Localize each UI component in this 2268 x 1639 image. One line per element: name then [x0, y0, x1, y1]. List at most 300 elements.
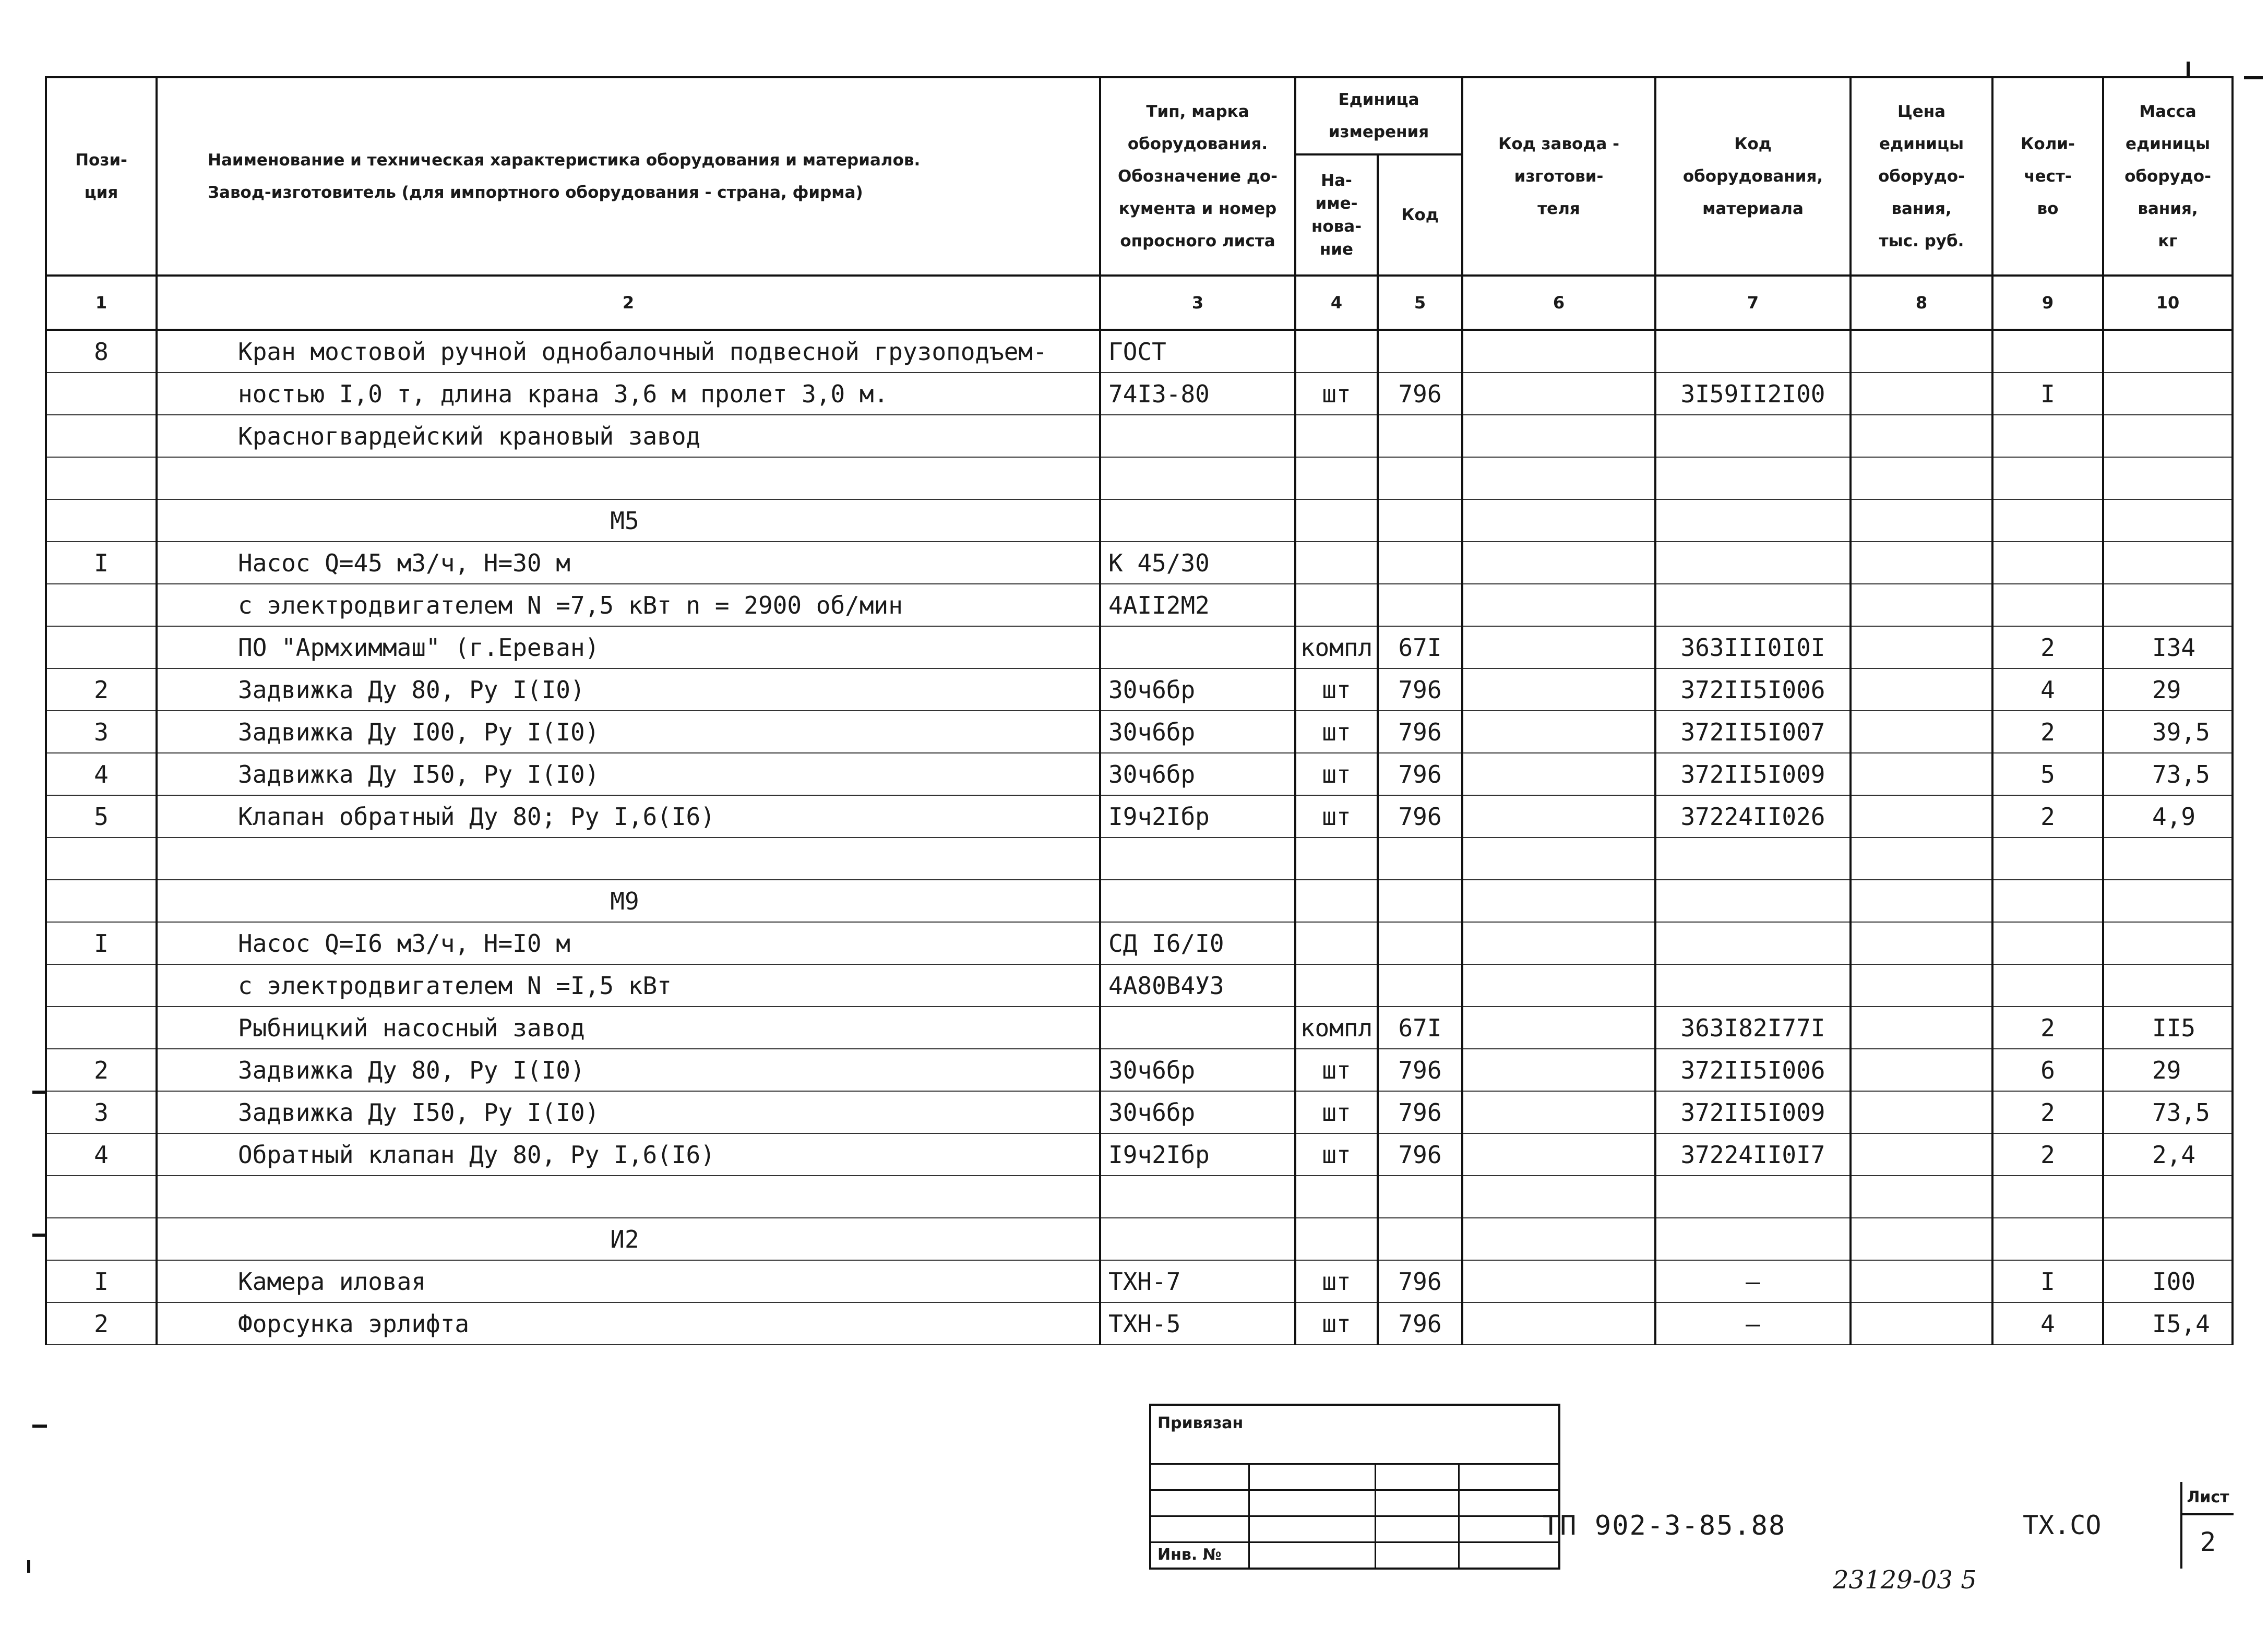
price-cell: [1851, 1133, 1992, 1176]
unit-name-cell: шт: [1295, 1133, 1378, 1176]
price-cell: [1851, 1218, 1992, 1260]
plant-code-cell: [1462, 415, 1655, 457]
price-cell: [1851, 753, 1992, 795]
plant-code-cell: [1462, 795, 1655, 838]
equipment-code-cell: –: [1655, 1260, 1851, 1302]
sheet-number: 2: [2200, 1527, 2216, 1557]
plant-code-cell: [1462, 457, 1655, 499]
position-cell: I: [46, 1260, 157, 1302]
table-row: [46, 880, 2233, 922]
quantity-cell: [1992, 964, 2103, 1007]
price-cell: [1851, 964, 1992, 1007]
type-cell: ГОСТ: [1100, 330, 1295, 373]
unit-code-cell: 796: [1378, 795, 1462, 838]
position-cell: [46, 626, 157, 668]
mass-cell: [2103, 373, 2233, 415]
equipment-code-cell: 372II5I009: [1655, 753, 1851, 795]
quantity-cell: [1992, 1176, 2103, 1218]
unit-code-cell: [1378, 584, 1462, 626]
plant-code-cell: [1462, 711, 1655, 753]
name-cell: [157, 1176, 1100, 1218]
unit-code-cell: 796: [1378, 1260, 1462, 1302]
equipment-code-cell: [1655, 838, 1851, 880]
position-cell: [46, 415, 157, 457]
unit-name-cell: [1295, 330, 1378, 373]
position-cell: I: [46, 922, 157, 964]
column-number: 1: [46, 276, 157, 330]
plant-code-cell: [1462, 373, 1655, 415]
sheet-number-box: [2180, 1482, 2234, 1569]
quantity-cell: 2: [1992, 1091, 2103, 1133]
quantity-cell: [1992, 584, 2103, 626]
unit-code-cell: 796: [1378, 711, 1462, 753]
type-cell: [1100, 1218, 1295, 1260]
position-cell: [46, 499, 157, 542]
quantity-cell: 5: [1992, 753, 2103, 795]
header-mass: Масса единицы оборудо- вания, кг: [2103, 77, 2233, 276]
unit-name-cell: шт: [1295, 668, 1378, 711]
column-number: 6: [1462, 276, 1655, 330]
price-cell: [1851, 373, 1992, 415]
column-number: 2: [157, 276, 1100, 330]
plant-code-cell: [1462, 838, 1655, 880]
inventory-label: Инв. №: [1157, 1546, 1222, 1564]
type-cell: 30ч6бр: [1100, 711, 1295, 753]
plant-code-cell: [1462, 1302, 1655, 1345]
type-cell: [1100, 1176, 1295, 1218]
mass-cell: [2103, 330, 2233, 373]
plant-code-cell: [1462, 1218, 1655, 1260]
unit-name-cell: шт: [1295, 1049, 1378, 1091]
unit-name-cell: [1295, 415, 1378, 457]
price-cell: [1851, 1091, 1992, 1133]
stamp-divider: [1375, 1463, 1376, 1568]
plant-code-cell: [1462, 1260, 1655, 1302]
quantity-cell: [1992, 457, 2103, 499]
mass-cell: I5,4: [2103, 1302, 2233, 1345]
name-cell: Обратный клапан Ду 80, Ру I,6(I6): [157, 1133, 1100, 1176]
quantity-cell: [1992, 1218, 2103, 1260]
unit-name-cell: шт: [1295, 753, 1378, 795]
plant-code-cell: [1462, 542, 1655, 584]
table-row: [46, 330, 2233, 373]
mass-cell: [2103, 1218, 2233, 1260]
price-cell: [1851, 330, 1992, 373]
column-number: 4: [1295, 276, 1378, 330]
position-cell: [46, 373, 157, 415]
equipment-code-cell: [1655, 1218, 1851, 1260]
quantity-cell: 2: [1992, 795, 2103, 838]
unit-name-cell: [1295, 964, 1378, 1007]
price-cell: [1851, 1049, 1992, 1091]
equipment-code-cell: 37224II026: [1655, 795, 1851, 838]
unit-code-cell: 67I: [1378, 626, 1462, 668]
name-cell: Камера иловая: [157, 1260, 1100, 1302]
mass-cell: [2103, 922, 2233, 964]
mass-cell: 2,4: [2103, 1133, 2233, 1176]
table-row: [46, 1007, 2233, 1049]
unit-code-cell: 796: [1378, 1091, 1462, 1133]
name-cell: Рыбницкий насосный завод: [157, 1007, 1100, 1049]
header-price: Цена единицы оборудо- вания, тыс. руб.: [1851, 77, 1992, 276]
plant-code-cell: [1462, 1176, 1655, 1218]
type-cell: [1100, 838, 1295, 880]
unit-name-cell: шт: [1295, 795, 1378, 838]
equipment-code-cell: [1655, 880, 1851, 922]
header-unit-name: На- име- нова- ние: [1295, 154, 1378, 276]
unit-code-cell: 796: [1378, 1049, 1462, 1091]
plant-code-cell: [1462, 499, 1655, 542]
position-cell: 3: [46, 1091, 157, 1133]
type-cell: I9ч2Iбр: [1100, 795, 1295, 838]
table-row: [46, 373, 2233, 415]
name-cell: Насос Q=45 м3/ч, Н=30 м: [157, 542, 1100, 584]
quantity-cell: 2: [1992, 711, 2103, 753]
price-cell: [1851, 668, 1992, 711]
equipment-code-cell: [1655, 415, 1851, 457]
equipment-code-cell: 372II5I009: [1655, 1091, 1851, 1133]
name-cell: с электродвигателем N =I,5 кВт: [157, 964, 1100, 1007]
plant-code-cell: [1462, 1007, 1655, 1049]
unit-name-cell: компл: [1295, 1007, 1378, 1049]
table-row: [46, 1091, 2233, 1133]
position-cell: 2: [46, 1049, 157, 1091]
stamp-rule: [1151, 1541, 1558, 1543]
unit-name-cell: компл: [1295, 626, 1378, 668]
unit-code-cell: [1378, 542, 1462, 584]
name-cell: ностью I,0 т, длина крана 3,6 м пролет 3,0 м.: [157, 373, 1100, 415]
mass-cell: [2103, 838, 2233, 880]
edge-tick: [2244, 76, 2263, 79]
name-cell: Насос Q=I6 м3/ч, Н=I0 м: [157, 922, 1100, 964]
equipment-code-cell: 372II5I007: [1655, 711, 1851, 753]
type-cell: [1100, 626, 1295, 668]
type-cell: [1100, 457, 1295, 499]
name-cell: Кран мостовой ручной однобалочный подвесной грузоподъем-: [157, 330, 1100, 373]
mass-cell: [2103, 880, 2233, 922]
header-position: Пози- ция: [46, 77, 157, 276]
position-cell: 2: [46, 1302, 157, 1345]
table-row: [46, 1049, 2233, 1091]
table-row: [46, 922, 2233, 964]
position-cell: I: [46, 542, 157, 584]
unit-code-cell: [1378, 499, 1462, 542]
equipment-code-cell: [1655, 330, 1851, 373]
equipment-code-cell: 37224II0I7: [1655, 1133, 1851, 1176]
equipment-code-cell: [1655, 964, 1851, 1007]
unit-code-cell: 796: [1378, 373, 1462, 415]
price-cell: [1851, 838, 1992, 880]
unit-name-cell: [1295, 457, 1378, 499]
price-cell: [1851, 1007, 1992, 1049]
price-cell: [1851, 499, 1992, 542]
plant-code-cell: [1462, 584, 1655, 626]
type-cell: ТХН-7: [1100, 1260, 1295, 1302]
mass-cell: I34: [2103, 626, 2233, 668]
section-heading: М9: [157, 880, 1100, 922]
unit-code-cell: [1378, 415, 1462, 457]
type-cell: 30ч6бр: [1100, 753, 1295, 795]
edge-tick: [32, 1091, 47, 1094]
quantity-cell: [1992, 922, 2103, 964]
plant-code-cell: [1462, 1049, 1655, 1091]
quantity-cell: 4: [1992, 1302, 2103, 1345]
price-cell: [1851, 1260, 1992, 1302]
position-cell: [46, 457, 157, 499]
unit-name-cell: [1295, 880, 1378, 922]
name-cell: Форсунка эрлифта: [157, 1302, 1100, 1345]
type-cell: 30ч6бр: [1100, 668, 1295, 711]
unit-code-cell: 67I: [1378, 1007, 1462, 1049]
stamp-rule: [1151, 1489, 1558, 1491]
mass-cell: II5: [2103, 1007, 2233, 1049]
plant-code-cell: [1462, 1133, 1655, 1176]
header-quantity: Коли- чест- во: [1992, 77, 2103, 276]
stamp-divider: [1458, 1463, 1460, 1568]
table-row: [46, 584, 2233, 626]
position-cell: [46, 1007, 157, 1049]
table-row: [46, 711, 2233, 753]
name-cell: [157, 838, 1100, 880]
section-heading: М5: [157, 499, 1100, 542]
price-cell: [1851, 457, 1992, 499]
table-row: [46, 1302, 2233, 1345]
type-cell: 30ч6бр: [1100, 1049, 1295, 1091]
position-cell: 8: [46, 330, 157, 373]
unit-code-cell: [1378, 457, 1462, 499]
edge-tick: [27, 1560, 30, 1573]
unit-code-cell: 796: [1378, 668, 1462, 711]
mass-cell: 4,9: [2103, 795, 2233, 838]
type-cell: 4АII2М2: [1100, 584, 1295, 626]
position-cell: 5: [46, 795, 157, 838]
table-row: [46, 1176, 2233, 1218]
header-unit-code: Код: [1378, 154, 1462, 276]
column-number-row: [46, 276, 2233, 330]
equipment-code-cell: [1655, 584, 1851, 626]
column-number: 7: [1655, 276, 1851, 330]
unit-code-cell: 796: [1378, 1133, 1462, 1176]
mass-cell: 29: [2103, 668, 2233, 711]
column-number: 8: [1851, 276, 1992, 330]
header-plant-code: Код завода - изготови- теля: [1462, 77, 1655, 276]
position-cell: 4: [46, 1133, 157, 1176]
header-equipment-code: Код оборудования, материала: [1655, 77, 1851, 276]
table-row: [46, 838, 2233, 880]
stamp-rule: [1151, 1515, 1558, 1517]
equipment-code-cell: [1655, 499, 1851, 542]
unit-name-cell: шт: [1295, 711, 1378, 753]
quantity-cell: 6: [1992, 1049, 2103, 1091]
specification-table: [45, 76, 2234, 1345]
column-number: 9: [1992, 276, 2103, 330]
equipment-code-cell: 363III0I0I: [1655, 626, 1851, 668]
mass-cell: [2103, 542, 2233, 584]
column-number: 10: [2103, 276, 2233, 330]
unit-code-cell: 796: [1378, 753, 1462, 795]
table-row: [46, 964, 2233, 1007]
table-row: [46, 668, 2233, 711]
price-cell: [1851, 795, 1992, 838]
type-cell: [1100, 880, 1295, 922]
inventory-number: 23129-03 5: [1833, 1565, 1977, 1595]
quantity-cell: [1992, 415, 2103, 457]
name-cell: [157, 457, 1100, 499]
type-cell: 74I3-80: [1100, 373, 1295, 415]
price-cell: [1851, 415, 1992, 457]
name-cell: Задвижка Ду 80, Ру I(I0): [157, 1049, 1100, 1091]
equipment-code-cell: [1655, 922, 1851, 964]
quantity-cell: [1992, 542, 2103, 584]
type-cell: [1100, 1007, 1295, 1049]
unit-code-cell: [1378, 838, 1462, 880]
price-cell: [1851, 922, 1992, 964]
position-cell: [46, 838, 157, 880]
position-cell: [46, 1176, 157, 1218]
table-row: [46, 457, 2233, 499]
column-number: 5: [1378, 276, 1462, 330]
stamp-divider: [1248, 1463, 1250, 1568]
table-row: [46, 1260, 2233, 1302]
edge-tick: [32, 1425, 47, 1428]
plant-code-cell: [1462, 880, 1655, 922]
type-cell: [1100, 415, 1295, 457]
table-row: [46, 1133, 2233, 1176]
plant-code-cell: [1462, 922, 1655, 964]
quantity-cell: 4: [1992, 668, 2103, 711]
quantity-cell: [1992, 330, 2103, 373]
plant-code-cell: [1462, 1091, 1655, 1133]
document-code: ТХ.СО: [2023, 1510, 2102, 1540]
unit-name-cell: [1295, 542, 1378, 584]
plant-code-cell: [1462, 626, 1655, 668]
mass-cell: 29: [2103, 1049, 2233, 1091]
unit-name-cell: шт: [1295, 1302, 1378, 1345]
price-cell: [1851, 626, 1992, 668]
document-number: ТП 902-3-85.88: [1543, 1510, 1786, 1541]
position-cell: [46, 1218, 157, 1260]
unit-code-cell: [1378, 964, 1462, 1007]
mass-cell: I00: [2103, 1260, 2233, 1302]
equipment-code-cell: 363I82I77I: [1655, 1007, 1851, 1049]
section-heading: И2: [157, 1218, 1100, 1260]
unit-name-cell: [1295, 1176, 1378, 1218]
type-cell: I9ч2Iбр: [1100, 1133, 1295, 1176]
plant-code-cell: [1462, 330, 1655, 373]
header-unit-group: Единица измерения: [1295, 77, 1462, 154]
position-cell: 3: [46, 711, 157, 753]
type-cell: [1100, 499, 1295, 542]
mass-cell: [2103, 964, 2233, 1007]
unit-name-cell: шт: [1295, 373, 1378, 415]
stamp-rule: [1151, 1463, 1558, 1465]
unit-code-cell: 796: [1378, 1302, 1462, 1345]
quantity-cell: I: [1992, 1260, 2103, 1302]
name-cell: Задвижка Ду 80, Ру I(I0): [157, 668, 1100, 711]
equipment-code-cell: 372II5I006: [1655, 668, 1851, 711]
name-cell: Красногвардейский крановый завод: [157, 415, 1100, 457]
table-row: [46, 499, 2233, 542]
type-cell: ТХН-5: [1100, 1302, 1295, 1345]
unit-name-cell: [1295, 838, 1378, 880]
attached-label: Привязан: [1157, 1414, 1244, 1432]
mass-cell: [2103, 457, 2233, 499]
table-row: [46, 626, 2233, 668]
name-cell: Задвижка Ду I50, Ру I(I0): [157, 753, 1100, 795]
sheet-label: Лист: [2182, 1482, 2234, 1515]
position-cell: [46, 964, 157, 1007]
unit-code-cell: [1378, 330, 1462, 373]
table-row: [46, 1218, 2233, 1260]
mass-cell: 73,5: [2103, 1091, 2233, 1133]
header-name: Наименование и техническая характеристика оборудования и материалов. Завод-изготовитель (для импортного оборудования - страна, фирма): [157, 77, 1100, 276]
equipment-code-cell: [1655, 457, 1851, 499]
quantity-cell: 2: [1992, 626, 2103, 668]
position-cell: 4: [46, 753, 157, 795]
position-cell: [46, 584, 157, 626]
quantity-cell: 2: [1992, 1007, 2103, 1049]
price-cell: [1851, 1176, 1992, 1218]
table-row: [46, 542, 2233, 584]
price-cell: [1851, 542, 1992, 584]
mass-cell: [2103, 1176, 2233, 1218]
table-row: [46, 415, 2233, 457]
header-row: [46, 77, 2233, 154]
name-cell: Клапан обратный Ду 80; Ру I,6(I6): [157, 795, 1100, 838]
unit-name-cell: шт: [1295, 1091, 1378, 1133]
mass-cell: [2103, 415, 2233, 457]
quantity-cell: [1992, 880, 2103, 922]
table-row: [46, 753, 2233, 795]
quantity-cell: [1992, 838, 2103, 880]
plant-code-cell: [1462, 668, 1655, 711]
unit-code-cell: [1378, 880, 1462, 922]
specification-body: [46, 330, 2233, 1345]
quantity-cell: [1992, 499, 2103, 542]
quantity-cell: 2: [1992, 1133, 2103, 1176]
table-row: [46, 795, 2233, 838]
unit-name-cell: [1295, 922, 1378, 964]
equipment-code-cell: 372II5I006: [1655, 1049, 1851, 1091]
mass-cell: [2103, 584, 2233, 626]
header-type: Тип, марка оборудования. Обозначение до- кумента и номер опросного листа: [1100, 77, 1295, 276]
name-cell: с электродвигателем N =7,5 кВт n = 2900 об/мин: [157, 584, 1100, 626]
name-cell: ПО "Армхиммаш" (г.Ереван): [157, 626, 1100, 668]
equipment-code-cell: 3I59II2I00: [1655, 373, 1851, 415]
unit-name-cell: [1295, 584, 1378, 626]
unit-code-cell: [1378, 1218, 1462, 1260]
unit-name-cell: [1295, 499, 1378, 542]
price-cell: [1851, 880, 1992, 922]
mass-cell: 73,5: [2103, 753, 2233, 795]
edge-tick: [32, 1234, 47, 1237]
quantity-cell: I: [1992, 373, 2103, 415]
equipment-code-cell: [1655, 542, 1851, 584]
name-cell: Задвижка Ду I50, Ру I(I0): [157, 1091, 1100, 1133]
unit-name-cell: [1295, 1218, 1378, 1260]
edge-tick: [2187, 62, 2190, 76]
mass-cell: [2103, 499, 2233, 542]
type-cell: 30ч6бр: [1100, 1091, 1295, 1133]
unit-code-cell: [1378, 922, 1462, 964]
price-cell: [1851, 711, 1992, 753]
unit-name-cell: шт: [1295, 1260, 1378, 1302]
position-cell: [46, 880, 157, 922]
column-number: 3: [1100, 276, 1295, 330]
mass-cell: 39,5: [2103, 711, 2233, 753]
type-cell: 4А80В4У3: [1100, 964, 1295, 1007]
drawing-sheet: [45, 76, 2231, 1569]
